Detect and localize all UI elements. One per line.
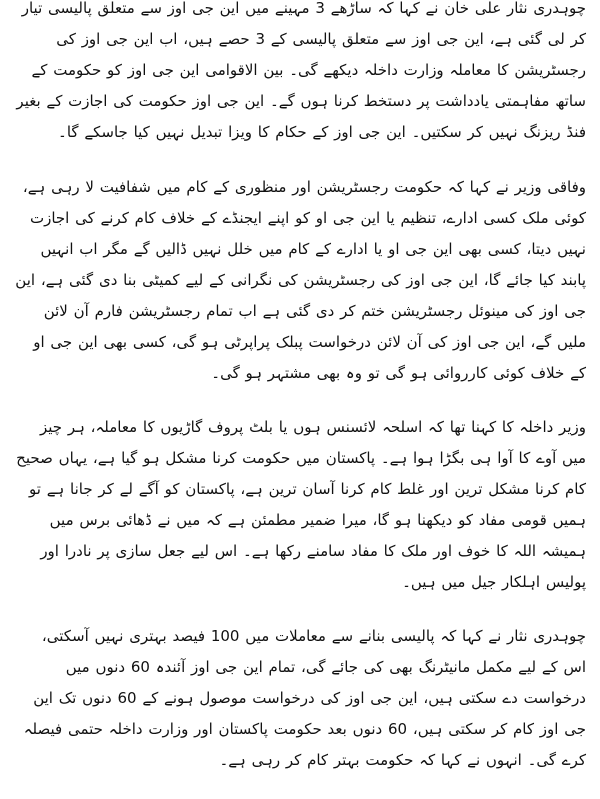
article-body bbox=[14, 0, 586, 799]
article-paragraph-2: وفاقی وزیر نے کہا کہ حکومت رجسٹریشن اور منظوری کے کام میں شفافیت لا رہی ہے، کوئی ملک کسی ادارے، تنظیم یا این جی او کو اپنے ایجنڈے کے خلاف کام کرنے کی اجازت نہیں دیتا، کسی بھی این جی او یا ادارے کے کام میں خلل نہیں ڈالیں گے مگر اب انہیں پابند کیا جائے گا، این جی اوز کی رجسٹریشن کی نگرانی کے لیے کمیٹی بنا دی گئی ہے، این جی اوز کی مینوئل رجسٹریشن ختم کر دی گئی ہے اب تمام رجسٹریشن فارم آن لائن ملیں گے، این جی اوز کی آن لائن درخواست پبلک پراپرٹی ہو گی، کسی بھی این جی او کے خلاف کوئی کارروائی ہو گی تو وہ بھی مشتہر ہو گی۔ bbox=[15, 178, 586, 382]
article-paragraph-3: وزیر داخلہ کا کہنا تھا کہ اسلحہ لائسنس ہوں یا بلٹ پروف گاڑیوں کا معاملہ، ہر چیز میں آوے کا آوا ہی بگڑا ہوا ہے۔ پاکستان میں حکومت کرنا مشکل ہو گیا ہے، یہاں صحیح کام کرنا مشکل ترین اور غلط کام کرنا آسان ترین ہے، پاکستان کو آگے لے کر جانا ہے تو ہمیں قومی مفاد کو دیکھنا ہو گا، میرا ضمیر مطمئن ہے کہ میں نے ڈھائی برس میں ہمیشہ اللہ کا خوف اور ملک کا مفاد سامنے رکھا ہے۔ اس لیے جعل سازی پر نادرا اور پولیس اہلکار جیل میں ہیں۔ bbox=[16, 418, 586, 591]
article-paragraph-4: چوہدری نثار نے کہا کہ پالیسی بنانے سے معاملات میں 100 فیصد بہتری نہیں آسکتی، اس کے لیے مکمل مانیٹرنگ بھی کی جائے گی، تمام این جی اوز آئندہ 60 دنوں میں درخواست دے سکتی ہیں، این جی اوز کی درخواست موصول ہونے کے 60 دنوں تک این جی اوز کام کر سکتی ہیں، 60 دنوں بعد حکومت پاکستان اور وزارت داخلہ حتمی فیصلہ کرے گی۔ انہوں نے کہا کہ حکومت بہتر کام کر رہی ہے۔ bbox=[23, 627, 586, 769]
article-paragraph-1: چوہدری نثار علی خان نے کہا کہ ساڑھے 3 مہینے میں این جی اوز سے متعلق پالیسی تیار کر لی گئی ہے، این جی اوز سے متعلق پالیسی کے 3 حصے ہیں، اب این جی اوز کی رجسٹریشن کا معاملہ وزارت داخلہ دیکھے گی۔ بین الاقوامی این جی اوز کو حکومت کے ساتھ مفاہمتی یادداشت پر دستخط کرنا ہوں گے۔ این جی اوز حکومت کی اجازت کے بغیر فنڈ ریزنگ نہیں کر سکتیں۔ این جی اوز کے حکام کا ویزا تبدیل نہیں کیا جاسکے گا۔ bbox=[16, 0, 586, 141]
